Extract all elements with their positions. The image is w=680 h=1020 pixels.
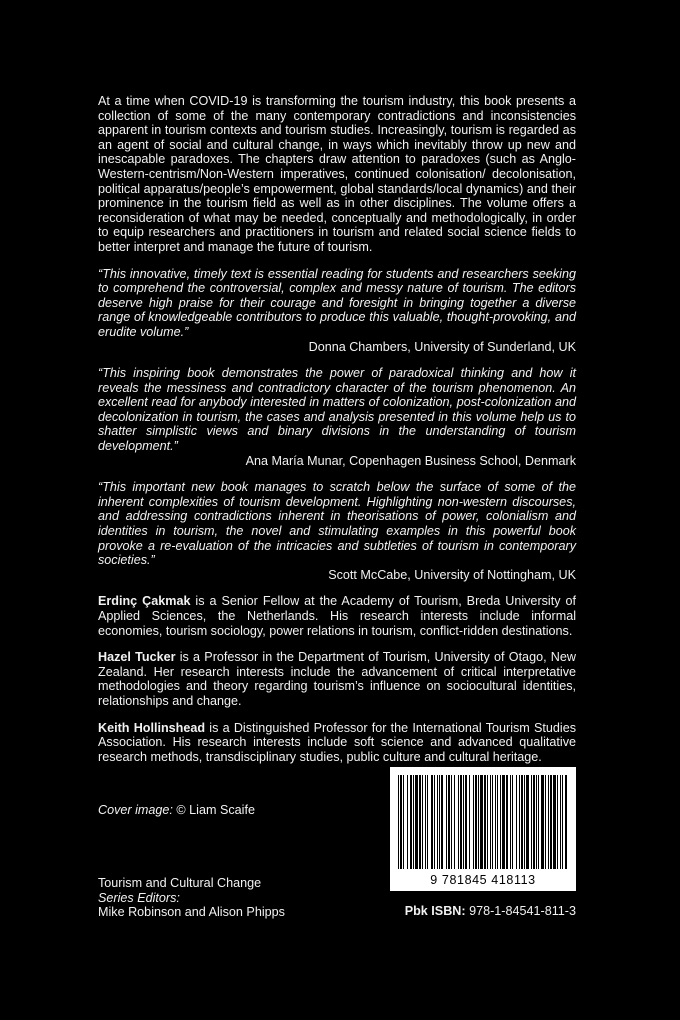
endorsement-text: “This important new book manages to scratch below the surface of some of the inherent complexities of tourism development. Highlighting non-western discourses, and addressing contradictions inherent in theorisations of power, colonialism and identities in tourism, the novel and stimulating examples in this powerful book provoke a re-evaluation of the intricacies and subtleties of tourism in contemporary societies.” bbox=[98, 480, 576, 568]
author-bio-text: is a Distinguished Professor for the International Tourism Studies Association. His research interests include soft science and advanced qualitative research methods, transdisciplinary studies, public culture and cultural heritage. bbox=[98, 720, 577, 764]
back-cover-text bbox=[98, 94, 576, 776]
cover-credit-name: © Liam Scaife bbox=[172, 803, 255, 817]
cover-credit-label: Cover image: bbox=[98, 803, 173, 817]
series-editors: Mike Robinson and Alison Phipps bbox=[98, 905, 285, 920]
series-editors-label: Series Editors: bbox=[98, 890, 180, 905]
author-name: Keith Hollinshead bbox=[98, 720, 206, 735]
endorsement-1 bbox=[98, 267, 576, 355]
author-bio-tucker bbox=[98, 650, 576, 708]
author-bio-hollinshead bbox=[98, 721, 576, 765]
barcode-digits: 9 781845 418113 bbox=[430, 873, 536, 887]
endorsement-text: “This inspiring book demonstrates the power of paradoxical thinking and how it reveals the messiness and contradictory character of the tourism phenomenon. An excellent read for anybody interested in matters of colonization, post-colonization and decolonization in tourism, the cases and analysis presented in this volume help us to shatter simplistic views and binary divisions in the understanding of tourism development.” bbox=[98, 366, 576, 454]
book-description: At a time when COVID-19 is transforming the tourism industry, this book presents a collection of some of the many contemporary contradictions and inconsistencies apparent in tourism contexts and tourism studies. Increasingly, tourism is regarded as an agent of social and cultural change, in ways which inevitably throw up new and inescapable paradoxes. The chapters draw attention to paradoxes (such as Anglo-Western-centrism/Non-Western imperatives, continued colonisation/ decolonisation, political apparatus/people’s empowerment, global standards/local dynamics) and their prominence in the tourism field as well as in other disciplines. The volume offers a reconsideration of what may be needed, conceptually and methodologically, in order to equip researchers and practitioners in tourism and related social science fields to better interpret and manage the future of tourism. bbox=[98, 94, 576, 254]
endorsement-attribution: Donna Chambers, University of Sunderland, UK bbox=[308, 339, 576, 354]
author-name: Erdinç Çakmak bbox=[98, 594, 191, 609]
cover-image-credit bbox=[98, 803, 255, 817]
isbn-barcode bbox=[390, 767, 576, 891]
endorsement-text: “This innovative, timely text is essential reading for students and researchers seeking to comprehend the controversial, complex and messy nature of tourism. The editors deserve high praise for their courage and foresight in bringing together a diverse range of knowledgeable contributors to produce this valuable, thought-provoking, and erudite volume.” bbox=[98, 266, 576, 339]
author-bio-text: is a Professor in the Department of Tourism, University of Otago, New Zealand. Her research interests include the advancement of critical interpretative methodologies and theory regarding tourism’s influence on sociocultural identities, relationships and change. bbox=[98, 650, 576, 708]
endorsement-2 bbox=[98, 366, 576, 468]
endorsement-attribution: Ana María Munar, Copenhagen Business School, Denmark bbox=[245, 453, 576, 468]
series-title: Tourism and Cultural Change bbox=[98, 876, 262, 890]
isbn-value: 978-1-84541-811-3 bbox=[465, 904, 576, 918]
endorsement-attribution: Scott McCabe, University of Nottingham, UK bbox=[328, 567, 576, 582]
isbn-label: Pbk ISBN: bbox=[404, 904, 466, 918]
author-name: Hazel Tucker bbox=[98, 650, 176, 665]
pbk-isbn bbox=[390, 904, 576, 918]
author-bio-text: is a Senior Fellow at the Academy of Tourism, Breda University of Applied Sciences, the Netherlands. His research interests include informal economies, tourism sociology, power relations in tourism, conflict-ridden destinations. bbox=[98, 594, 576, 638]
endorsement-3 bbox=[98, 480, 576, 582]
series-info bbox=[98, 876, 285, 920]
author-bio-cakmak bbox=[98, 594, 576, 638]
